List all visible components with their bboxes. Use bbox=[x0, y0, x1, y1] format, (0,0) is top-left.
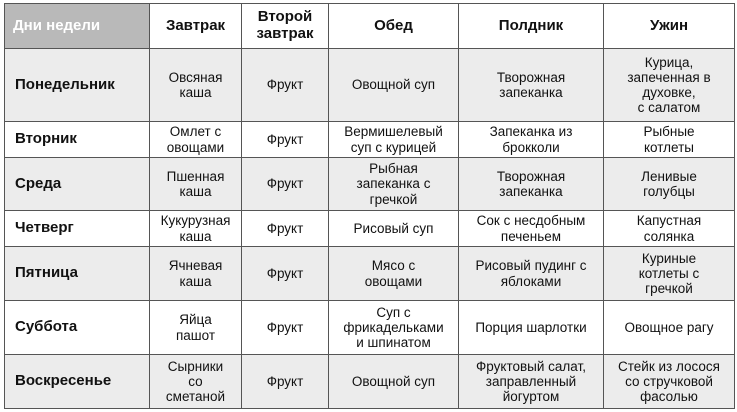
lunch-cell: Вермишелевый суп с курицей bbox=[329, 122, 459, 158]
snack-cell: Творожная запеканка bbox=[459, 158, 604, 211]
breakfast-cell: Сырники со сметаной bbox=[150, 355, 242, 409]
snack-cell: Запеканка из брокколи bbox=[459, 122, 604, 158]
lunch-cell: Овощной суп bbox=[329, 355, 459, 409]
header-row bbox=[5, 4, 735, 49]
breakfast-cell: Омлет с овощами bbox=[150, 122, 242, 158]
snack-cell: Творожная запеканка bbox=[459, 49, 604, 122]
breakfast-cell: Пшенная каша bbox=[150, 158, 242, 211]
row-thursday bbox=[5, 211, 735, 247]
second-breakfast-cell: Фрукт bbox=[242, 158, 329, 211]
lunch-cell: Овощной суп bbox=[329, 49, 459, 122]
snack-cell: Сок с несдобным печеньем bbox=[459, 211, 604, 247]
row-tuesday bbox=[5, 122, 735, 158]
lunch-cell: Суп с фрикадельками и шпинатом bbox=[329, 301, 459, 355]
row-wednesday bbox=[5, 158, 735, 211]
dinner-cell: Рыбные котлеты bbox=[604, 122, 735, 158]
header-second-breakfast: Второй завтрак bbox=[242, 4, 329, 49]
lunch-cell: Мясо с овощами bbox=[329, 247, 459, 301]
day-cell: Вторник bbox=[5, 122, 150, 158]
dinner-cell: Куриные котлеты с гречкой bbox=[604, 247, 735, 301]
second-breakfast-cell: Фрукт bbox=[242, 211, 329, 247]
dinner-cell: Курица, запеченная в духовке, с салатом bbox=[604, 49, 735, 122]
lunch-cell: Рыбная запеканка с гречкой bbox=[329, 158, 459, 211]
dinner-cell: Капустная солянка bbox=[604, 211, 735, 247]
snack-cell: Фруктовый салат, заправленный йогуртом bbox=[459, 355, 604, 409]
snack-cell: Рисовый пудинг с яблоками bbox=[459, 247, 604, 301]
dinner-cell: Овощное рагу bbox=[604, 301, 735, 355]
header-lunch: Обед bbox=[329, 4, 459, 49]
breakfast-cell: Ячневая каша bbox=[150, 247, 242, 301]
header-breakfast: Завтрак bbox=[150, 4, 242, 49]
day-cell: Пятница bbox=[5, 247, 150, 301]
row-saturday bbox=[5, 301, 735, 355]
row-friday bbox=[5, 247, 735, 301]
dinner-cell: Ленивые голубцы bbox=[604, 158, 735, 211]
day-cell: Суббота bbox=[5, 301, 150, 355]
header-days: Дни недели bbox=[5, 4, 150, 49]
day-cell: Четверг bbox=[5, 211, 150, 247]
second-breakfast-cell: Фрукт bbox=[242, 49, 329, 122]
snack-cell: Порция шарлотки bbox=[459, 301, 604, 355]
day-cell: Понедельник bbox=[5, 49, 150, 122]
header-snack: Полдник bbox=[459, 4, 604, 49]
day-cell: Воскресенье bbox=[5, 355, 150, 409]
row-sunday bbox=[5, 355, 735, 409]
lunch-cell: Рисовый суп bbox=[329, 211, 459, 247]
day-cell: Среда bbox=[5, 158, 150, 211]
second-breakfast-cell: Фрукт bbox=[242, 122, 329, 158]
breakfast-cell: Овсяная каша bbox=[150, 49, 242, 122]
second-breakfast-cell: Фрукт bbox=[242, 301, 329, 355]
dinner-cell: Стейк из лосося со стручковой фасолью bbox=[604, 355, 735, 409]
row-monday bbox=[5, 49, 735, 122]
breakfast-cell: Яйца пашот bbox=[150, 301, 242, 355]
header-dinner: Ужин bbox=[604, 4, 735, 49]
second-breakfast-cell: Фрукт bbox=[242, 247, 329, 301]
second-breakfast-cell: Фрукт bbox=[242, 355, 329, 409]
breakfast-cell: Кукурузная каша bbox=[150, 211, 242, 247]
weekly-menu-table bbox=[4, 3, 735, 409]
